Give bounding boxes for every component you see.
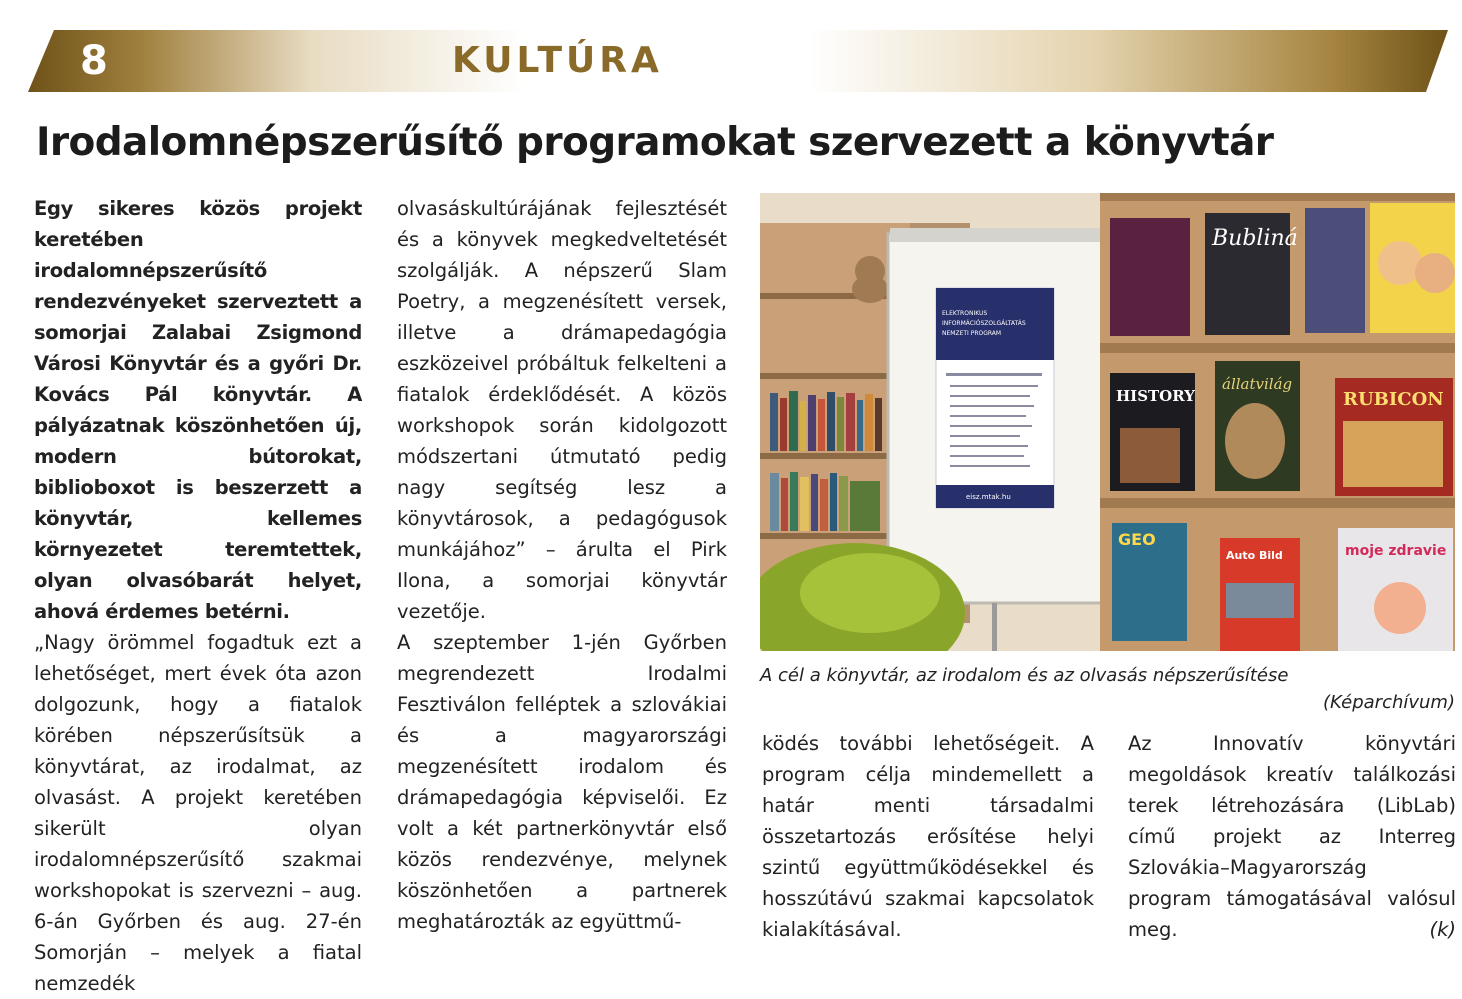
library-photo xyxy=(760,193,1455,651)
column-3 xyxy=(762,728,1094,945)
column-1 xyxy=(34,193,362,999)
header-band xyxy=(28,30,1448,92)
caption-text: A cél a könyvtár, az irodalom és az olvasás népszerűsítése xyxy=(760,665,1289,686)
column-4-body xyxy=(1128,728,1456,945)
magazine-bubliny: Bubliná xyxy=(1212,226,1298,251)
magazine-zdravie: moje zdravie xyxy=(1345,543,1447,559)
poster-line-2: INFORMÁCIÓSZOLGÁLTATÁS xyxy=(942,320,1026,327)
column-2-paragraph-2: A szeptember 1-jén Győrben megrendezett Irodalmi Fesztiválon felléptek a szlovákiai és a magyarországi megzenésített irodalom és drámapedagógia képviselői. Ez volt a két partnerkönyvtár első közös rendezvénye, melynek köszönhetően a partnerek meghatározták az együttmű- xyxy=(397,631,727,933)
article-lead: Egy sikeres közös projekt keretében irodalomnépszerűsítő rendezvényeket szerveztett a somorjai Zalabai Zsigmond Városi Könyvtár és a győri Dr. Kovács Pál könyvtár. A pályázatnak köszönhetően új, modern bútorokat, biblioboxot is beszerzett a könyvtár, kellemes környezetet teremtettek, olyan olvasóbarát helyet, ahová érdemes betérni. xyxy=(34,197,362,623)
column-3-body: ködés további lehetőségeit. A program célja mindemellett a határ menti társadalmi összetartozás erősítése helyi szintű együttműködésekkel és hosszútávú szakmai kapcsolatok kialakításával. xyxy=(762,732,1094,941)
caption-credit: (Képarchívum) xyxy=(1322,692,1455,713)
column-2 xyxy=(397,193,727,937)
section-title: KULTÚRA xyxy=(452,40,663,81)
article-headline: Irodalomnépszerűsítő programokat szervezett a könyvtár xyxy=(36,120,1274,165)
magazine-allatvilag: állatvilág xyxy=(1222,375,1293,393)
page-number: 8 xyxy=(80,38,109,84)
poster-line-1: ELEKTRONIKUS xyxy=(942,310,988,317)
column-2-paragraph-1: olvasáskultúrájának fejlesztését és a könyvek megkedveltetését szolgálják. A népszerű Slam Poetry, a megzenésített versek, illetve a drámapedagógia eszközeivel próbáltuk felkelteni a fiatalok érdeklődését. A közös workshopok során kidolgozott módszertani útmutató pedig nagy segítség lesz a könyvtárosok, a pedagógusok munkájához” – árulta el Pirk Ilona, a somorjai könyvtár vezetője. xyxy=(397,197,727,623)
poster-line-3: NEMZETI PROGRAM xyxy=(942,330,1002,337)
column-4 xyxy=(1128,728,1456,945)
column-1-body: „Nagy örömmel fogadtuk ezt a lehetőséget, mert évek óta azon dolgozunk, hogy a fiatalok körében népszerűsítsük a könyvtárat, az irodalmat, az olvasást. A projekt keretében sikerült olyan irodalomnépszerűsítő szakmai workshopokat is szervezni – aug. 6-án Győrben és aug. 27-én Somorján – melyek a fiatal nemzedék xyxy=(34,631,362,995)
poster-url: eisz.mtak.hu xyxy=(966,493,1011,501)
magazine-autobild: Auto Bild xyxy=(1226,549,1283,562)
magazine-history: HISTORY xyxy=(1116,387,1195,405)
author-signature: (k) xyxy=(1429,918,1456,941)
photo-caption xyxy=(760,662,1455,716)
magazine-geo: GEO xyxy=(1118,530,1156,549)
magazine-rubicon: RUBICON xyxy=(1343,389,1444,410)
column-4-text: Az Innovatív könyvtári megoldások kreatív találkozási terek létrehozására (LibLab) című projekt az Interreg Szlovákia–Magyarország program támogatásával valósul meg. xyxy=(1128,732,1456,941)
